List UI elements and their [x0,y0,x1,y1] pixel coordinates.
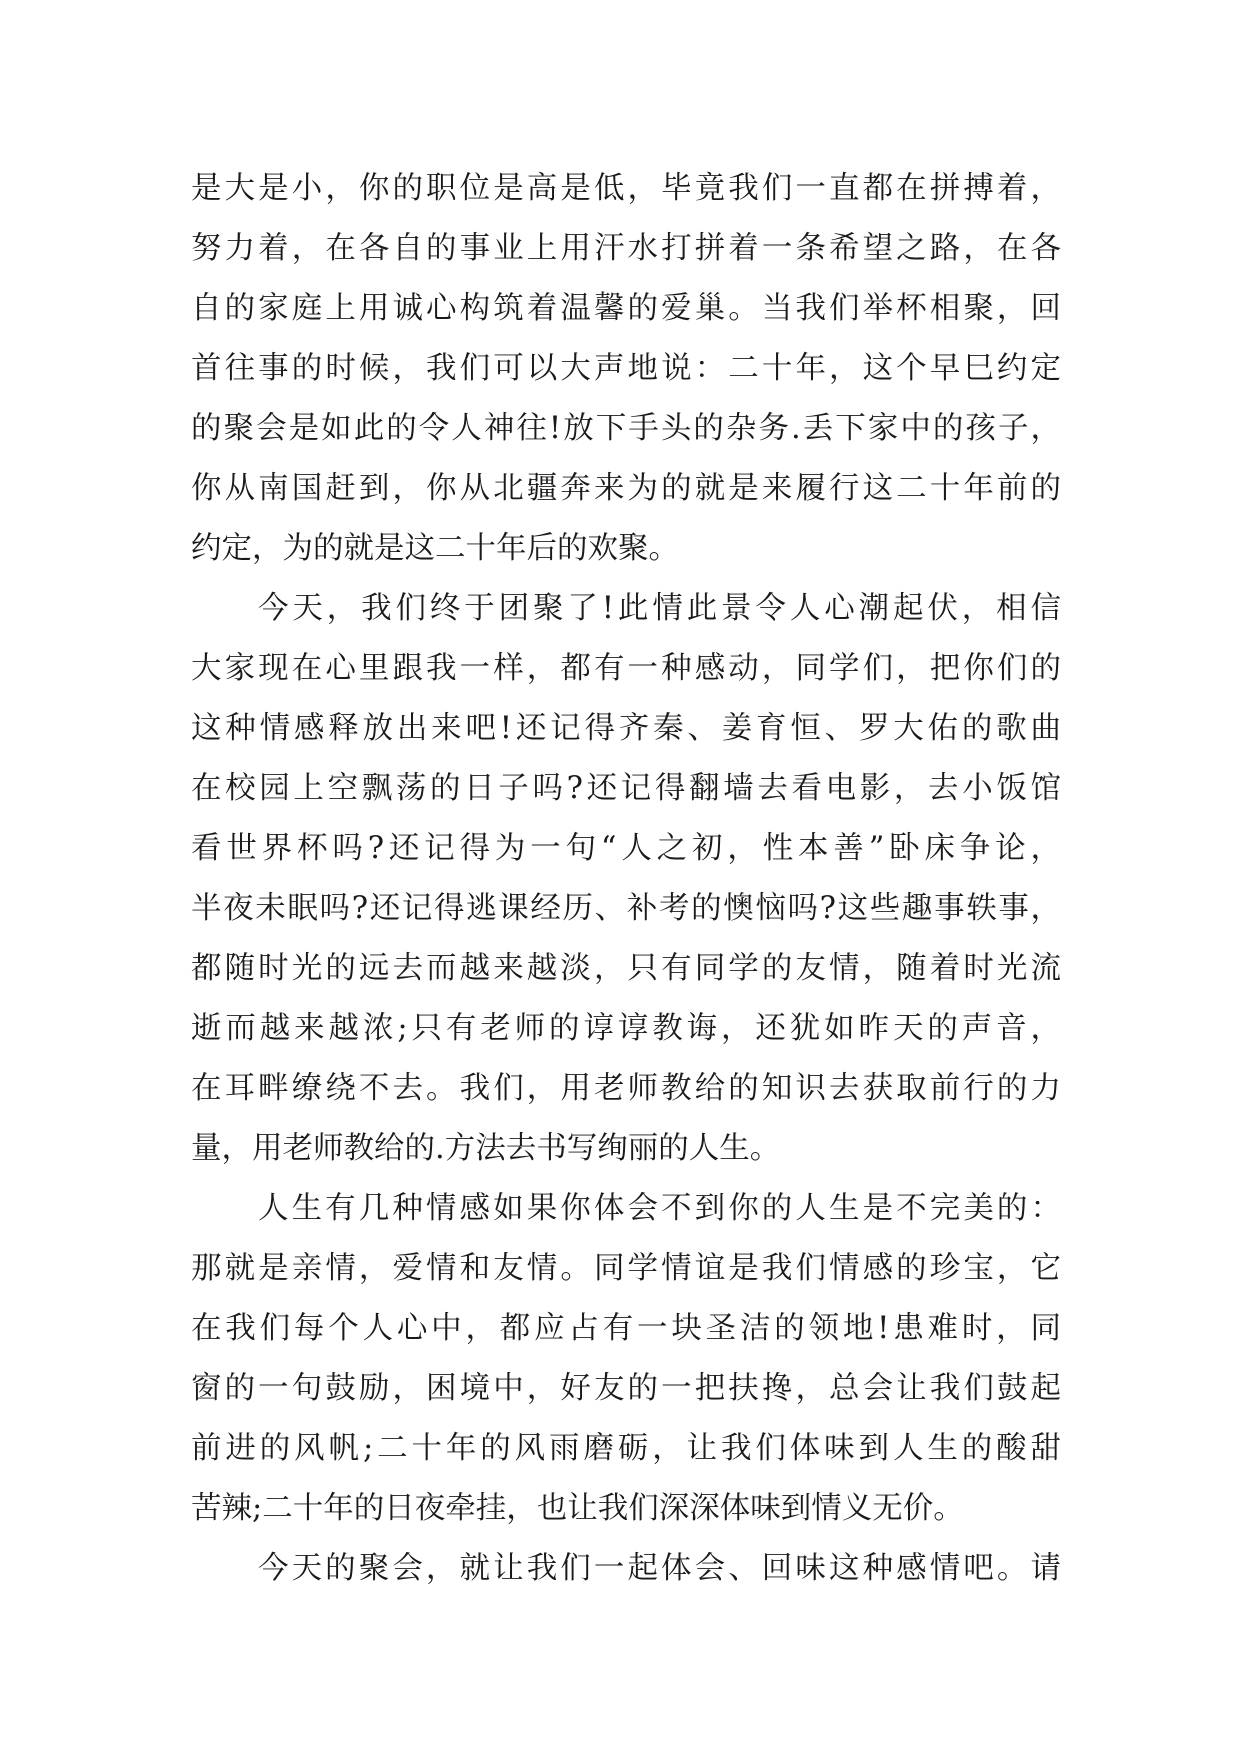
text-line: 今天，我们终于团聚了!此情此景令人心潮起伏，相信 [258,591,1061,626]
text-line: 你从南国赶到，你从北疆奔来为的就是来履行这二十年前的 [191,471,1061,506]
text-line: 都随时光的远去而越来越淡，只有同学的友情，随着时光流 [191,951,1061,986]
text-line: 约定，为的就是这二十年后的欢聚。 [191,531,679,566]
document-body [191,159,1061,1599]
text-line: 逝而越来越浓;只有老师的谆谆教诲，还犹如昨天的声音， [191,1011,1061,1046]
text-line: 在我们每个人心中，都应占有一块圣洁的领地!患难时，同 [191,1311,1061,1346]
text-line: 是大是小，你的职位是高是低，毕竟我们一直都在拼搏着， [191,171,1061,206]
text-line: 人生有几种情感如果你体会不到你的人生是不完美的： [258,1191,1061,1226]
text-line: 那就是亲情，爱情和友情。同学情谊是我们情感的珍宝，它 [191,1251,1061,1286]
text-line: 这种情感释放出来吧!还记得齐秦、姜育恒、罗大佑的歌曲 [191,711,1061,746]
text-line: 在校园上空飘荡的日子吗?还记得翻墙去看电影，去小饭馆 [191,771,1061,806]
paragraph-2 [191,579,1061,1179]
text-line: 前进的风帆;二十年的风雨磨砺，让我们体味到人生的酸甜 [191,1431,1061,1466]
text-line: 在耳畔缭绕不去。我们，用老师教给的知识去获取前行的力 [191,1071,1061,1106]
text-line: 大家现在心里跟我一样，都有一种感动，同学们，把你们的 [191,651,1061,686]
paragraph-1 [191,159,1061,579]
text-line: 量，用老师教给的.方法去书写绚丽的人生。 [191,1131,781,1166]
text-line: 看世界杯吗?还记得为一句“人之初，性本善”卧床争论， [191,831,1061,866]
text-line: 苦辣;二十年的日夜牵挂，也让我们深深体味到情义无价。 [191,1491,964,1526]
paragraph-3 [191,1179,1061,1539]
text-line: 的聚会是如此的令人神往!放下手头的杂务.丢下家中的孩子， [191,411,1061,446]
text-line: 首往事的时候，我们可以大声地说：二十年，这个早巳约定 [191,351,1061,386]
paragraph-4 [191,1539,1061,1599]
text-line: 半夜未眠吗?还记得逃课经历、补考的懊恼吗?这些趣事轶事， [191,891,1061,926]
text-line: 窗的一句鼓励，困境中，好友的一把扶搀，总会让我们鼓起 [191,1371,1061,1406]
text-line: 今天的聚会，就让我们一起体会、回味这种感情吧。请 [258,1551,1061,1586]
text-line: 自的家庭上用诚心构筑着温馨的爱巢。当我们举杯相聚，回 [191,291,1061,326]
text-line: 努力着，在各自的事业上用汗水打拼着一条希望之路，在各 [191,231,1061,266]
